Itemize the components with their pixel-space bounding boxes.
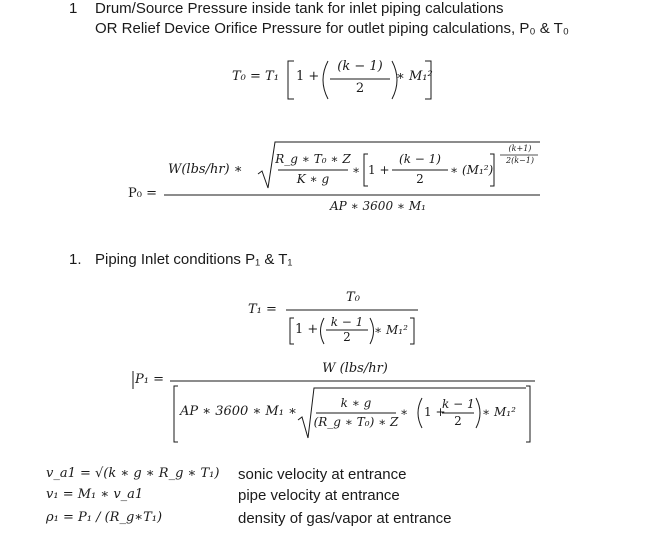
equation-t0-denominator: 2 xyxy=(355,81,365,96)
definition-pipe-velocity-formula: v₁ = M₁ ∗ v_a1 xyxy=(46,487,144,502)
equation-p0-frac2-denominator: 2 xyxy=(416,172,424,186)
equation-p0-denominator: AP ∗ 3600 ∗ M₁ xyxy=(330,199,426,213)
definition-density-formula: ρ₁ = P₁ / (R_g∗T₁) xyxy=(46,510,163,525)
equation-t1-tail: ∗ M₁² xyxy=(374,323,408,337)
equation-p1 xyxy=(130,358,540,448)
equation-t0-numerator: (k − 1) xyxy=(337,59,383,74)
equation-t0-one-plus: 1 + xyxy=(296,69,320,84)
heading-line-1: Drum/Source Pressure inside tank for inlet piping calculations xyxy=(95,0,504,17)
equation-p0-exponent-numerator: (k+1) xyxy=(508,144,532,153)
equation-p0-one-plus: 1 + xyxy=(368,163,390,177)
equation-p0-mult: ∗ xyxy=(352,163,361,177)
equation-p0-frac1-numerator: R_g ∗ T₀ ∗ Z xyxy=(275,152,351,166)
equation-p1-frac1-numerator: k ∗ g xyxy=(340,396,372,410)
equation-p0-frac2-numerator: (k − 1) xyxy=(399,152,441,166)
equation-p1-denominator-lead: AP ∗ 3600 ∗ M₁ ∗ xyxy=(180,404,297,419)
heading-line-2: OR Relief Device Orifice Pressure for outlet piping calculations, P₀ & T₀ xyxy=(95,20,570,37)
equation-p0-tail: ∗ (M₁²) xyxy=(450,163,494,177)
equation-p1-frac2-numerator: k − 1 xyxy=(442,397,475,411)
equation-t0 xyxy=(232,55,442,105)
definition-pipe-velocity-text: pipe velocity at entrance xyxy=(238,487,400,504)
heading2-number: 1. xyxy=(69,251,82,268)
equation-t1 xyxy=(248,288,428,346)
equation-p0-frac1-denominator: K ∗ g xyxy=(296,172,330,186)
equation-t1-one-plus: 1 + xyxy=(295,322,319,337)
equation-p1-tail: ∗ M₁² xyxy=(482,405,516,419)
equation-p0-lhs: P₀ = xyxy=(128,186,157,201)
equation-t1-frac-numerator: k − 1 xyxy=(330,315,364,329)
equation-p1-frac2-denominator: 2 xyxy=(454,414,462,428)
equation-p1-one-plus: 1 + xyxy=(424,405,446,419)
equation-t0-lhs: T₀ = T₁ xyxy=(232,69,279,84)
definition-sonic-velocity-text: sonic velocity at entrance xyxy=(238,466,407,483)
heading2-text: Piping Inlet conditions P₁ & T₁ xyxy=(95,251,293,268)
equation-p0 xyxy=(128,140,548,220)
equation-t1-numerator: T₀ xyxy=(346,290,360,305)
equation-p1-frac1-denominator: (R_g ∗ T₀) ∗ Z xyxy=(313,415,399,429)
equation-p1-numerator: W (lbs/hr) xyxy=(322,361,388,376)
equation-p0-w: W(lbs/hr) ∗ xyxy=(168,162,243,177)
equation-p0-exponent-denominator: 2(k−1) xyxy=(506,156,534,165)
equation-t0-tail: ∗ M₁² xyxy=(396,69,433,84)
heading-number: 1 xyxy=(69,0,78,17)
definition-density-text: density of gas/vapor at entrance xyxy=(238,510,452,527)
equation-p1-mult: ∗ xyxy=(400,405,409,419)
equation-t1-lhs: T₁ = xyxy=(248,302,277,317)
equation-p1-lhs: P₁ = xyxy=(135,372,164,387)
equation-t1-frac-denominator: 2 xyxy=(343,330,351,344)
definition-sonic-velocity-formula: v_a1 = √(k ∗ g ∗ R_g ∗ T₁) xyxy=(46,466,220,481)
